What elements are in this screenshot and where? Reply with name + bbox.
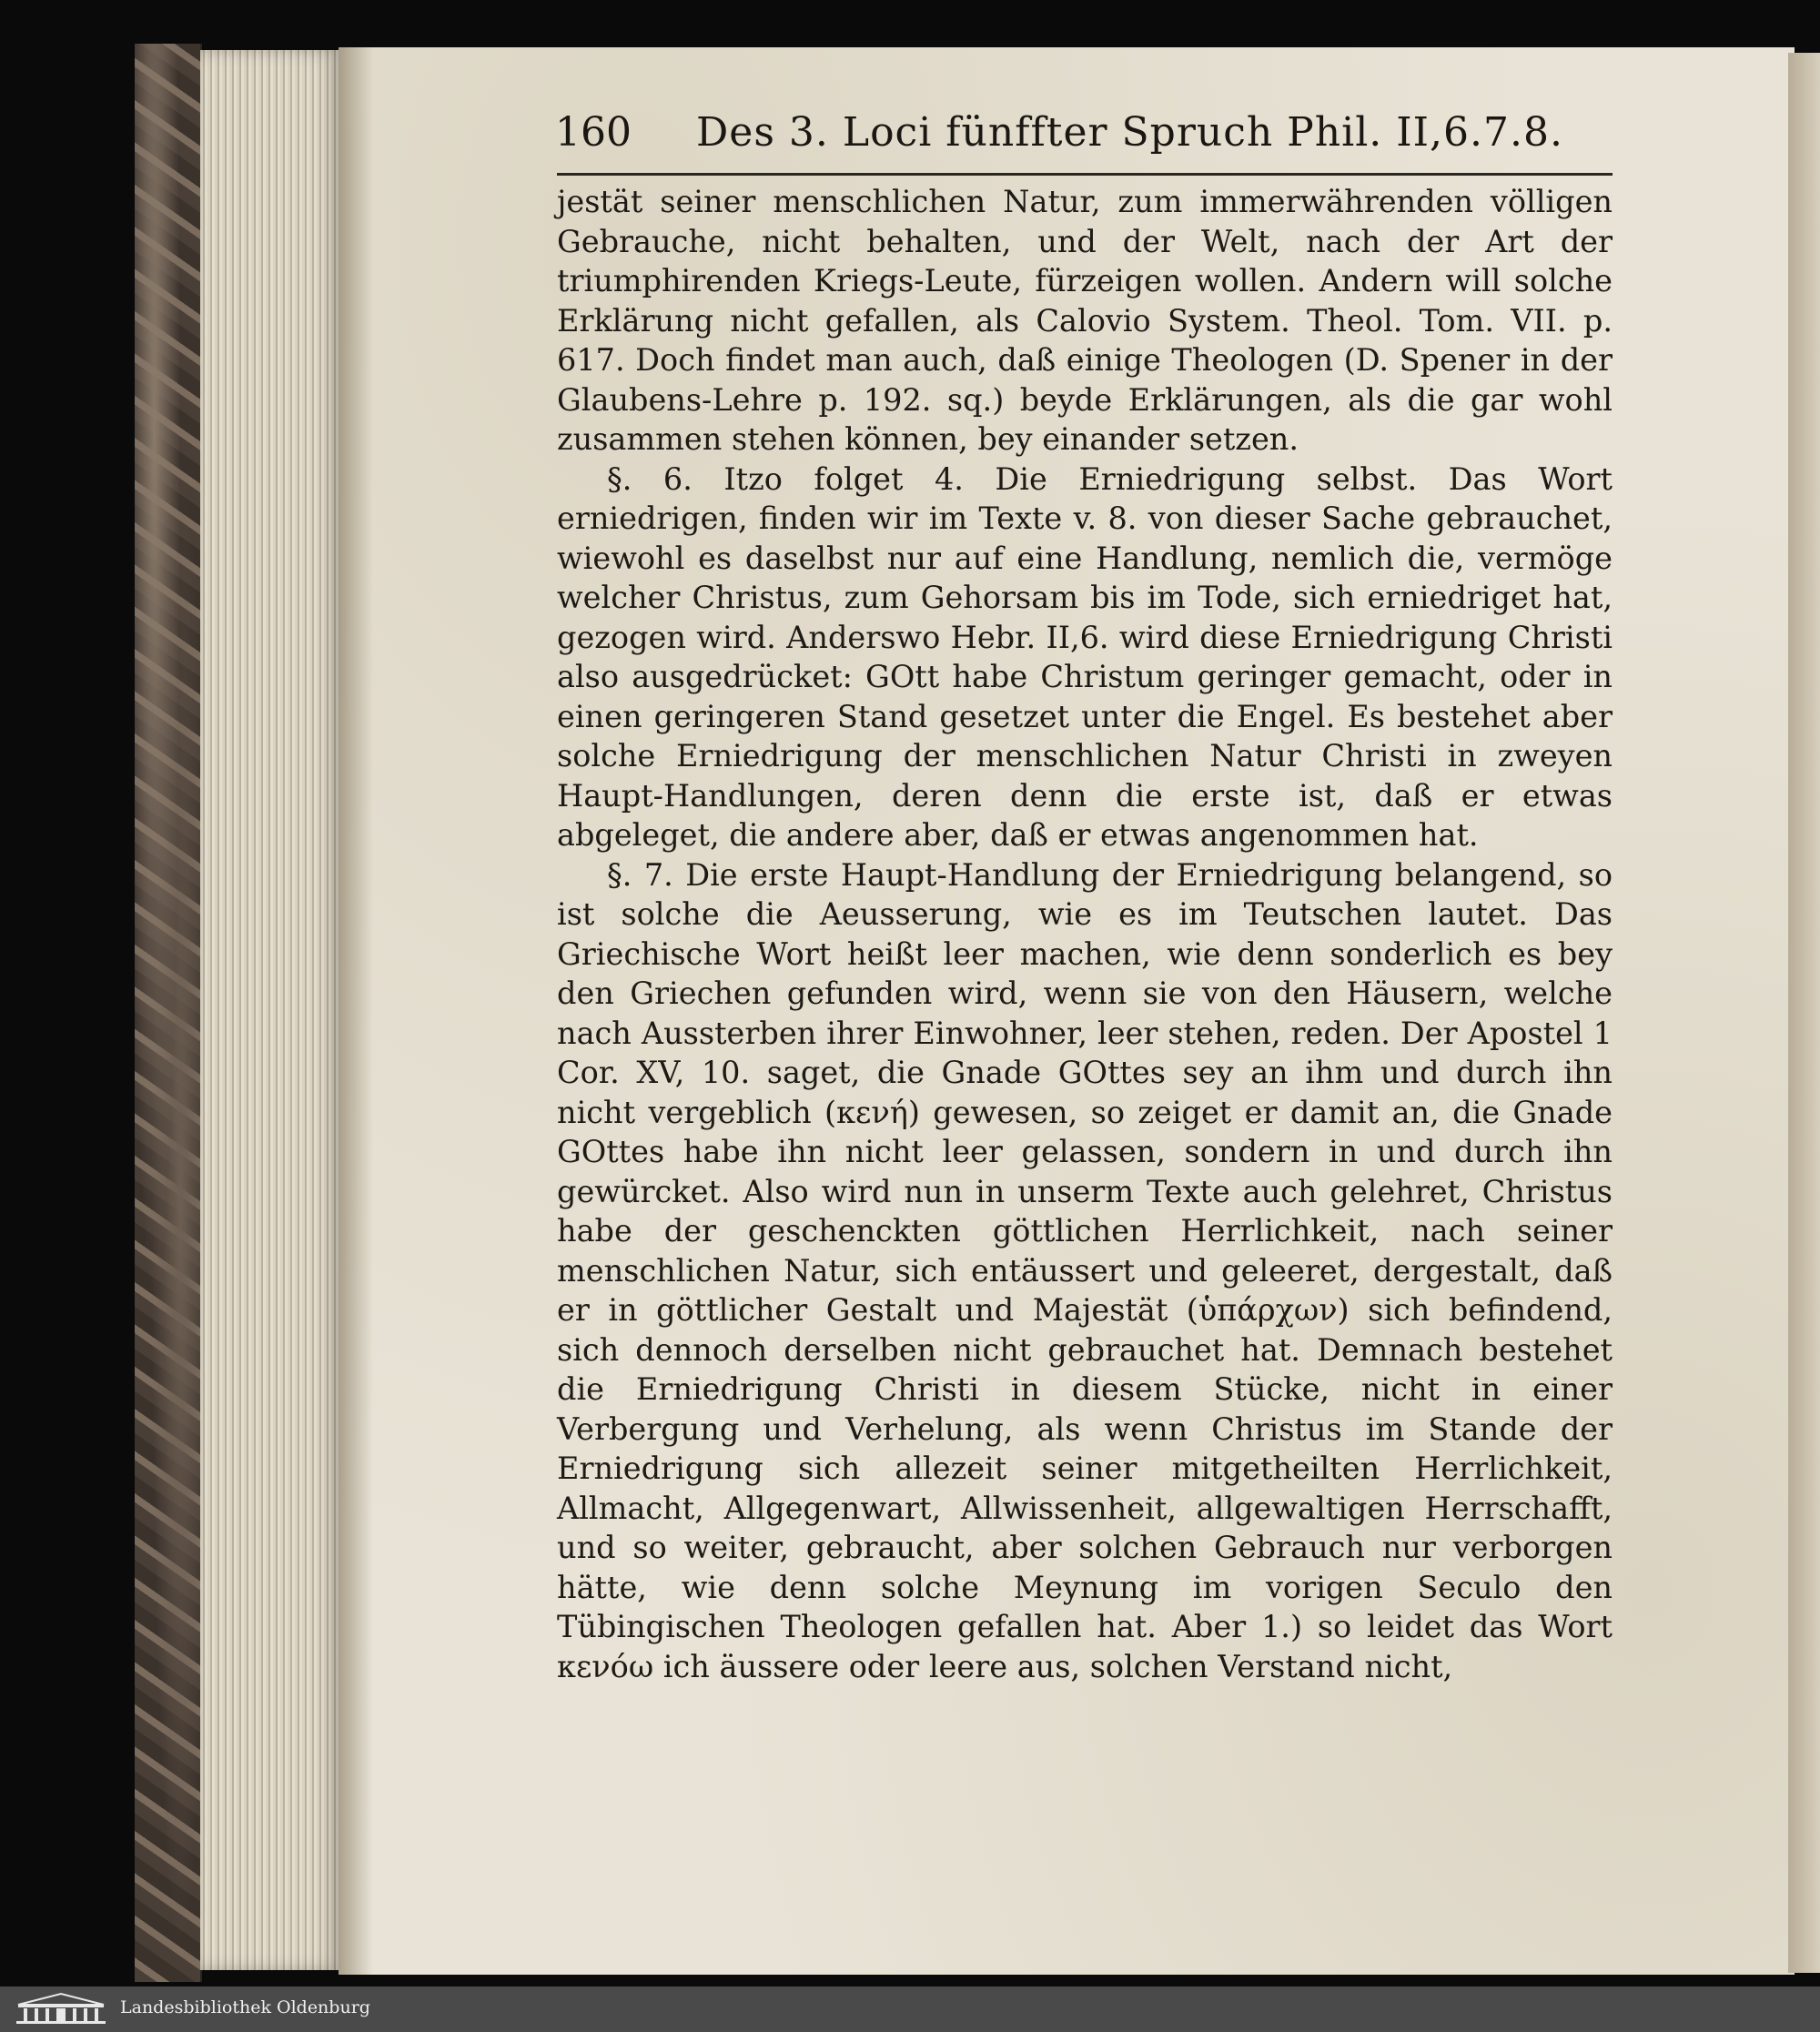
library-building-logo-icon bbox=[11, 1992, 111, 2027]
paragraph-continuation: jestät seiner menschlichen Natur, zum immerwährenden völligen Gebrauche, nicht behalten, und der Welt, nach der Art der triumphirenden Kriegs-Leute, fürzeigen wollen. Andern will solche Erklärung nicht gefallen, als Calovio System. Theol. Tom. VII. p. 617. Doch findet man auch, daß einige Theologen (D. Spener in der Glaubens-Lehre p. 192. sq.) beyde Erklärungen, als die gar wohl zusammen stehen können, bey einander setzen. bbox=[557, 184, 1613, 457]
body-text bbox=[557, 182, 1613, 1686]
library-label: Landesbibliothek Oldenburg bbox=[120, 1997, 370, 2017]
paragraph-section-6: §. 6. Itzo folget 4. Die Erniedrigung selbst. Das Wort erniedrigen, finden wir im Texte v. 8. von dieser Sache gebrauchet, wiewohl es daselbst nur auf eine Handlung, nemlich die, vermöge welcher Christus, zum Gehorsam bis im Tode, sich erniedriget hat, gezogen wird. Anderswo Hebr. II,6. wird diese Erniedrigung Christi also ausgedrücket: GOtt habe Christum geringer gemacht, oder in einen geringeren Stand gesetzet unter die Engel. Es bestehet aber solche Erniedrigung der menschlichen Natur Christi in zweyen Haupt-Handlungen, deren denn die erste ist, daß er etwas abgeleget, die andere aber, daß er etwas angenommen hat. bbox=[557, 460, 1613, 853]
footer-bar bbox=[0, 1987, 1820, 2032]
page-number: 160 bbox=[555, 109, 632, 156]
running-title: Des 3. Loci fünffter Spruch Phil. II,6.7.8. bbox=[696, 109, 1563, 156]
facing-page-edge bbox=[1788, 53, 1820, 1973]
page-gutter-shadow bbox=[339, 47, 373, 1975]
book-cover-marbled-edge bbox=[135, 44, 202, 1982]
paragraph-section-7: §. 7. Die erste Haupt-Handlung der Erniedrigung belangend, so ist solche die Aeusserung, wie es im Teutschen lautet. Das Griechische Wort heißt leer machen, wie denn sonderlich es bey den Griechen gefunden wird, wenn sie von den Häusern, welche nach Aussterben ihrer Einwohner, leer stehen, reden. Der Apostel 1 Cor. XV, 10. saget, die Gnade GOttes sey an ihm und durch ihn nicht vergeblich (κενή) gewesen, so zeiget er damit an, die Gnade GOttes habe ihn nicht leer gelassen, sondern in und durch ihn gewürcket. Also wird nun in unserm Texte auch gelehret, Christus habe der geschenckten göttlichen Herrlichkeit, nach seiner menschlichen Natur, sich entäussert und geleeret, dergestalt, daß er in göttlicher Gestalt und Majestät (ὑπάρχων) sich befindend, sich dennoch derselben nicht gebrauchet hat. Demnach bestehet die Erniedrigung Christi in diesem Stücke, nicht in einer Verbergung und Verhelung, als wenn Christus im Stande der Erniedrigung sich allezeit seiner mitgetheilten Herrlichkeit, Allmacht, Allgegenwart, Allwissenheit, allgewaltigen Herrschafft, und so weiter, gebraucht, aber solchen Gebrauch nur verborgen hätte, wie denn solche Meynung im vorigen Seculo den Tübingischen Theologen gefallen hat. Aber 1.) so leidet das Wort κενόω ich äussere oder leere aus, solchen Verstand nicht, bbox=[557, 856, 1613, 1684]
page-stack-edges bbox=[200, 50, 341, 1970]
running-header bbox=[555, 102, 1611, 166]
header-rule bbox=[557, 173, 1613, 176]
